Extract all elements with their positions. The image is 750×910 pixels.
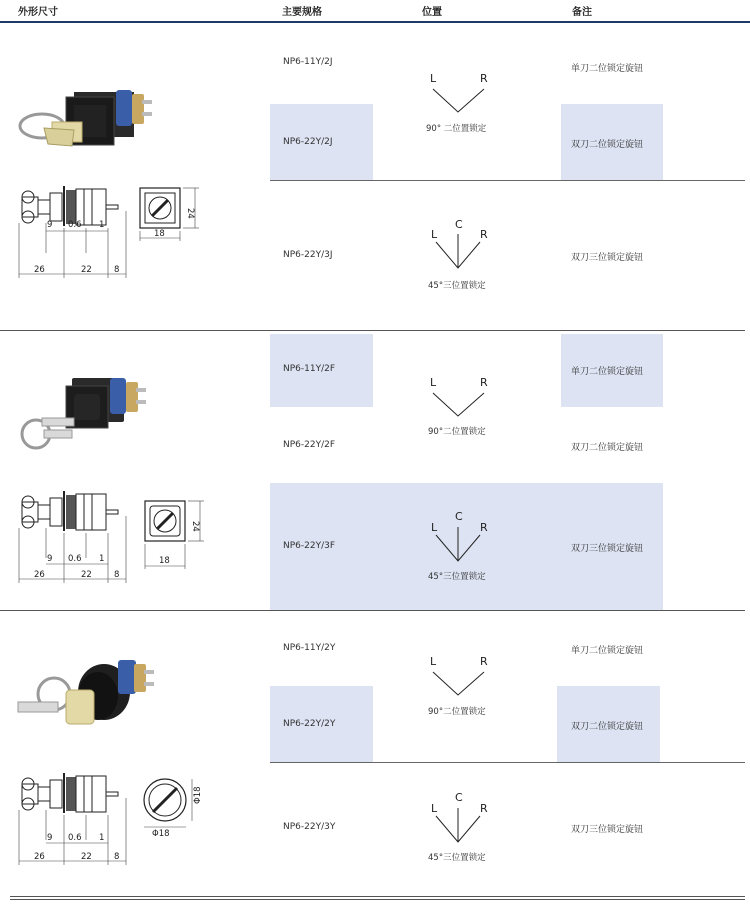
position-letter-r: R [480, 521, 488, 534]
position-letter-r: R [480, 802, 488, 815]
dim-label: 24 [185, 208, 195, 219]
remark-text: 单刀二位锁定旋钮 [571, 367, 644, 377]
dim-label: 0.6 [68, 554, 82, 564]
front-view-drawing [135, 183, 215, 243]
dim-label: 9 [47, 220, 53, 230]
remark-text: 双刀二位锁定旋钮 [571, 140, 644, 150]
position-letter-r: R [480, 655, 488, 668]
position-label: 90° 二位置锁定 [426, 124, 487, 134]
position-letter-l: L [430, 72, 437, 85]
position-letter-c: C [455, 510, 463, 523]
position-letter-l: L [430, 376, 437, 389]
position-letter-l: L [431, 228, 438, 241]
dim-label: 8 [114, 570, 120, 580]
three-position-diagram [430, 806, 490, 846]
remark-text: 双刀三位锁定旋钮 [571, 544, 644, 554]
remark-text: 单刀二位锁定旋钮 [571, 646, 644, 656]
position-letter-r: R [480, 228, 488, 241]
model-code: NP6-22Y/2J [283, 137, 333, 147]
model-code: NP6-22Y/2F [283, 440, 336, 450]
bottom-rule [10, 899, 745, 900]
front-view-drawing [140, 775, 220, 839]
dim-label: 1 [99, 220, 105, 230]
two-position-v-diagram [430, 668, 490, 698]
position-label: 45°三位置锁定 [428, 853, 486, 863]
section-divider [0, 610, 745, 611]
position-letter-r: R [480, 376, 488, 389]
dim-label: Φ18 [193, 786, 203, 804]
dim-label: 26 [34, 852, 45, 862]
position-letter-c: C [455, 791, 463, 804]
dim-label: 18 [154, 229, 165, 239]
table-header [0, 0, 750, 22]
product-photo [14, 80, 164, 170]
header-position: 位置 [422, 7, 442, 18]
row-divider [270, 762, 745, 763]
model-code: NP6-22Y/3F [283, 541, 336, 551]
three-position-diagram [430, 232, 490, 272]
model-code: NP6-11Y/2F [283, 364, 336, 374]
dim-label: 9 [47, 554, 53, 564]
model-code: NP6-11Y/2Y [283, 643, 336, 653]
position-label: 45°三位置锁定 [428, 281, 486, 291]
position-label: 90°二位置锁定 [428, 707, 486, 717]
header-dimensions: 外形尺寸 [18, 7, 58, 18]
dim-label: 22 [81, 265, 92, 275]
dim-label: 9 [47, 833, 53, 843]
dim-label: 22 [81, 852, 92, 862]
dim-label: 26 [34, 570, 45, 580]
front-view-drawing [140, 496, 220, 571]
three-position-diagram [430, 525, 490, 565]
two-position-v-diagram [430, 389, 490, 419]
dim-label: 0.6 [68, 220, 82, 230]
dim-label: 0.6 [68, 833, 82, 843]
two-position-v-diagram [430, 85, 490, 115]
dim-label: 1 [99, 554, 105, 564]
product-photo [14, 370, 164, 460]
dim-label: Φ18 [152, 829, 170, 839]
model-code: NP6-22Y/2Y [283, 719, 336, 729]
remark-text: 单刀二位锁定旋钮 [571, 64, 644, 74]
dim-label: 22 [81, 570, 92, 580]
dim-label: 8 [114, 265, 120, 275]
side-view-drawing [14, 488, 134, 583]
position-letter-l: L [431, 521, 438, 534]
remark-text: 双刀三位锁定旋钮 [571, 825, 644, 835]
section-divider [0, 330, 745, 331]
bottom-rule [10, 896, 745, 897]
position-label: 90°二位置锁定 [428, 427, 486, 437]
side-view-drawing [14, 183, 134, 278]
model-code: NP6-22Y/3J [283, 250, 333, 260]
dim-label: 8 [114, 852, 120, 862]
header-rule [0, 21, 750, 23]
position-letter-c: C [455, 218, 463, 231]
side-view-drawing [14, 770, 134, 865]
remark-text: 双刀二位锁定旋钮 [571, 722, 644, 732]
position-letter-l: L [431, 802, 438, 815]
remark-text: 双刀三位锁定旋钮 [571, 253, 644, 263]
position-label: 45°三位置锁定 [428, 572, 486, 582]
header-remark: 备注 [572, 7, 592, 18]
dim-label: 18 [159, 556, 170, 566]
remark-text: 双刀二位锁定旋钮 [571, 443, 644, 453]
position-letter-r: R [480, 72, 488, 85]
model-code: NP6-22Y/3Y [283, 822, 336, 832]
dim-label: 26 [34, 265, 45, 275]
model-code: NP6-11Y/2J [283, 57, 333, 67]
dim-label: 1 [99, 833, 105, 843]
row-divider [270, 180, 745, 181]
dim-label: 24 [190, 521, 200, 532]
product-photo [14, 650, 164, 740]
position-letter-l: L [430, 655, 437, 668]
header-spec: 主要规格 [282, 7, 322, 18]
